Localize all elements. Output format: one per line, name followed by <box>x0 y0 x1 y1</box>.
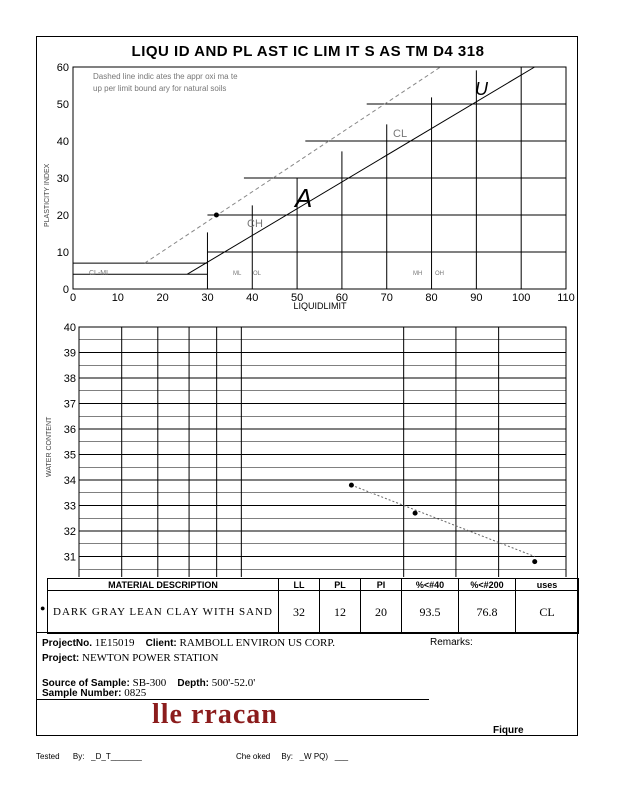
plasticity-x-tick: 80 <box>425 292 438 304</box>
plasticity-data-point <box>214 213 219 218</box>
col-uses: uses <box>516 579 579 591</box>
report-title: LIQU ID AND PL AST IC LIM IT S AS TM D4 318 <box>131 43 485 60</box>
project-name: NEWTON POWER STATION <box>82 652 219 664</box>
flow-data-point <box>532 559 537 564</box>
table-header-row <box>48 579 579 591</box>
u-line <box>145 67 441 263</box>
plasticity-x-tick: 100 <box>512 292 531 304</box>
cell-ll: 32 <box>279 591 320 634</box>
cell-pl: 12 <box>320 591 361 634</box>
remarks-label: Remarks: <box>430 637 473 648</box>
cell-pi: 20 <box>361 591 402 634</box>
cell-description: DARK GRAY LEAN CLAY WITH SAND <box>48 591 279 634</box>
figure-label: Fiqure <box>493 725 524 736</box>
dashed-line-note-2: up per limit bound ary for natural soils <box>93 84 227 93</box>
zone-ml: ML <box>233 271 242 277</box>
tested-label: Tested <box>36 752 60 761</box>
plasticity-x-tick: 40 <box>246 292 259 304</box>
zone-oh: OH <box>435 271 444 277</box>
col-pct-200: %<#200 <box>459 579 516 591</box>
flow-y-tick: 32 <box>63 526 76 538</box>
dashed-line-note-1: Dashed line indic ates the appr oxi ma te <box>93 72 238 81</box>
table-divider <box>37 632 579 633</box>
a-line-label: A <box>295 183 313 213</box>
flow-points <box>349 483 537 564</box>
zone-cl: CL <box>393 128 408 140</box>
tested-footer <box>36 752 142 761</box>
plasticity-y-tick: 60 <box>56 62 69 74</box>
flow-y-tick: 39 <box>63 347 76 360</box>
project-line <box>42 652 218 664</box>
cell-pct-40: 93.5 <box>402 591 459 634</box>
tested-by-label: By: <box>72 752 85 761</box>
zone-cl-ml: CL-ML <box>89 270 111 277</box>
flow-y-tick: 36 <box>63 424 76 436</box>
plasticity-y-tick: 20 <box>56 210 69 222</box>
project-number-line <box>42 637 335 649</box>
company-logo: lle rracan <box>152 699 278 730</box>
checked-by-value: _W PQ) <box>299 752 329 761</box>
checked-footer <box>236 752 348 761</box>
plasticity-x-tick: 60 <box>335 292 349 304</box>
client-label: Client: <box>145 638 177 649</box>
results-table <box>47 578 579 634</box>
flow-grid <box>64 322 572 577</box>
col-pl: PL <box>320 579 361 591</box>
zone-ch: CH <box>247 218 263 230</box>
plasticity-y-tick: 10 <box>56 247 69 259</box>
plasticity-chart <box>37 37 579 327</box>
flow-trend-line <box>351 485 534 556</box>
client-name: RAMBOLL ENVIRON US CORP. <box>179 637 335 649</box>
flow-y-tick: 33 <box>63 500 76 513</box>
table-row <box>48 591 579 634</box>
flow-curve-chart <box>37 317 579 577</box>
plasticity-x-tick: 20 <box>156 292 169 304</box>
project-number-label: ProjectNo. <box>42 638 93 649</box>
plasticity-y-label: PLASTICITY INDEX <box>44 163 51 227</box>
plasticity-x-tick: 0 <box>69 292 77 304</box>
row-marker: ● <box>40 603 46 613</box>
flow-frame <box>79 327 566 577</box>
tested-by-value: _D_T_______ <box>91 752 142 761</box>
u-line-label: U <box>475 79 488 99</box>
checked-by-label: By: <box>281 752 293 761</box>
checked-label: Che oked <box>236 752 271 761</box>
plasticity-x-tick: 30 <box>201 292 214 304</box>
flow-data-point <box>349 483 354 488</box>
plasticity-y-tick: 50 <box>56 99 69 111</box>
plasticity-y-tick: 30 <box>56 173 69 185</box>
checked-by-tail: ___ <box>334 752 349 761</box>
plasticity-y-tick: 0 <box>62 284 69 296</box>
source-value: SB-300 <box>132 677 167 689</box>
flow-y-tick: 40 <box>63 322 76 334</box>
plasticity-x-tick: 50 <box>290 292 304 304</box>
source-label: Source of Sample: <box>42 678 130 689</box>
plasticity-y-tick: 40 <box>56 136 69 148</box>
report-sheet <box>36 36 578 736</box>
sample-line <box>42 687 146 699</box>
plasticity-grid <box>57 62 575 304</box>
flow-y-tick: 37 <box>63 398 76 411</box>
col-pi: PI <box>361 579 402 591</box>
col-material-description: MATERIAL DESCRIPTION <box>48 579 279 591</box>
project-number: 1E15019 <box>94 637 135 649</box>
flow-y-tick: 38 <box>63 373 76 385</box>
col-ll: LL <box>279 579 320 591</box>
plasticity-x-tick: 70 <box>380 292 393 304</box>
sample-number: 0825 <box>124 687 147 699</box>
cell-pct-200: 76.8 <box>459 591 516 634</box>
flow-y-tick: 35 <box>63 449 76 462</box>
zone-ol: OL <box>253 271 262 277</box>
flow-y-label: WATER CONTENT <box>46 416 53 477</box>
depth-value: 500'-52.0' <box>211 677 256 689</box>
plasticity-x-tick: 110 <box>557 292 575 304</box>
cell-uses: CL <box>516 591 579 634</box>
plasticity-x-tick: 90 <box>470 292 483 304</box>
project-label: Project: <box>42 653 80 664</box>
sample-label: Sample Number: <box>42 688 122 699</box>
plasticity-x-tick: 10 <box>111 292 124 304</box>
col-pct-40: %<#40 <box>402 579 459 591</box>
zone-mh: MH <box>413 271 423 277</box>
flow-data-point <box>413 511 418 516</box>
plasticity-points <box>214 213 219 218</box>
plasticity-x-label: LIQUIDLIMIT <box>293 301 347 311</box>
depth-label: Depth: <box>177 678 210 689</box>
flow-y-tick: 34 <box>63 475 76 487</box>
flow-y-tick: 31 <box>63 551 76 564</box>
